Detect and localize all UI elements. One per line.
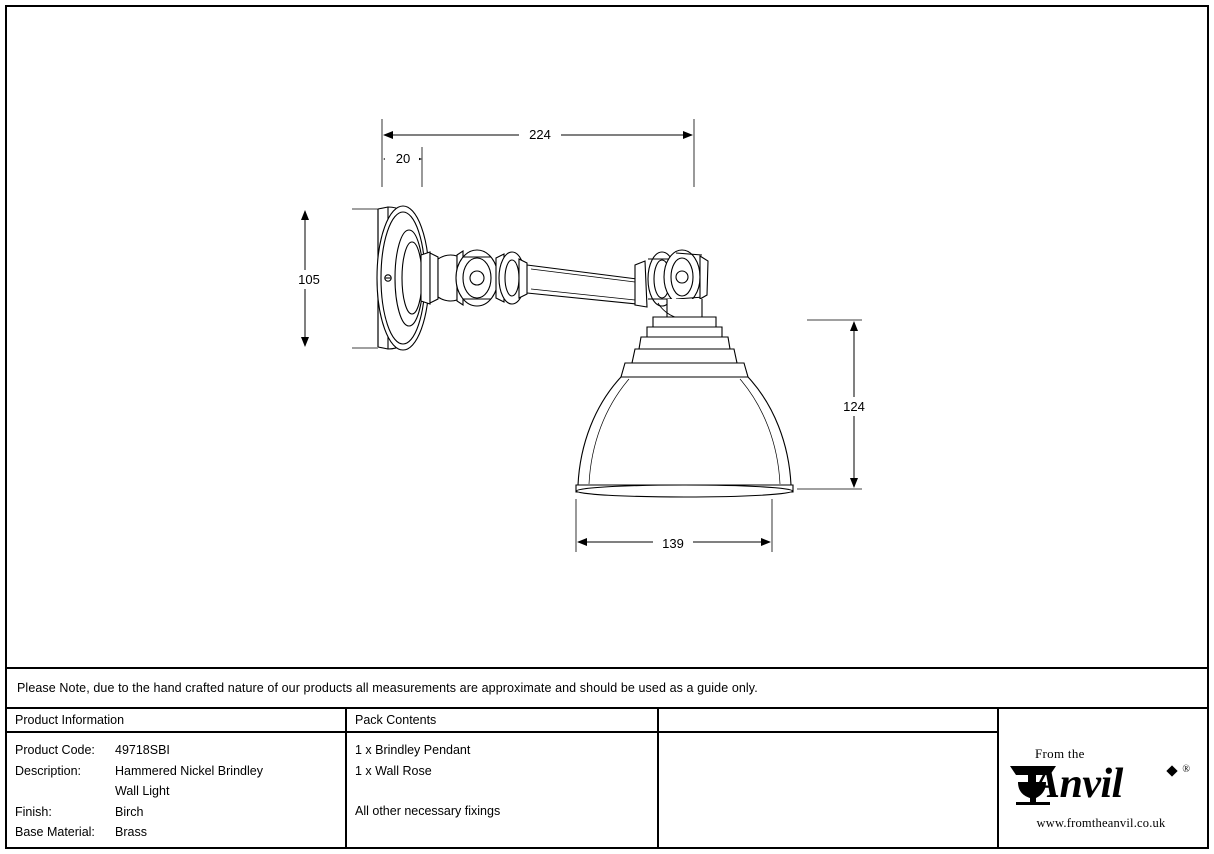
table-row	[15, 802, 337, 823]
table-row	[15, 781, 337, 802]
logo-wordmark: Anvil	[1032, 760, 1123, 807]
product-information-header: Product Information	[7, 709, 345, 733]
dimension-label-224: 224	[529, 127, 551, 142]
spacer	[355, 781, 649, 801]
product-code-value: 49718SBI	[115, 743, 170, 757]
description-value-line1: Hammered Nickel Brindley	[115, 763, 263, 778]
list-item: 1 x Wall Rose	[355, 763, 432, 778]
dimension-label-139: 139	[662, 536, 684, 551]
disclaimer-bar	[7, 667, 1207, 707]
base-material-value: Brass	[115, 825, 147, 839]
description-value-line2: Wall Light	[115, 784, 170, 798]
table-row	[15, 761, 337, 782]
brand-logo-column	[999, 709, 1203, 847]
product-information-body	[7, 733, 345, 843]
finish-value: Birch	[115, 804, 144, 819]
pack-contents-header: Pack Contents	[347, 709, 657, 733]
brand-logo	[999, 729, 1203, 847]
description-label-continued	[15, 781, 115, 802]
pack-contents-body	[347, 733, 657, 822]
registered-trademark-icon: ®	[1182, 763, 1190, 775]
product-drawing	[7, 7, 1207, 667]
dimension-label-20: 20	[395, 151, 411, 166]
list-item: 1 x Brindley Pendant	[355, 743, 471, 757]
table-row	[15, 740, 337, 761]
disclaimer-text: Please Note, due to the hand crafted nature of our products all measurements are approximate and should be used as a guide only.	[17, 681, 758, 695]
description-label: Description:	[15, 763, 81, 778]
blank-column-header	[659, 709, 997, 733]
info-table	[7, 707, 1207, 847]
table-row	[15, 822, 337, 843]
product-code-label: Product Code:	[15, 743, 95, 757]
logo-website-url: www.fromtheanvil.co.uk	[1036, 815, 1166, 830]
pack-contents-column	[347, 709, 659, 847]
base-material-label: Base Material:	[15, 825, 95, 839]
logo-mark-group	[1006, 758, 1196, 814]
blank-column-body	[659, 733, 997, 740]
blank-column	[659, 709, 999, 847]
finish-label: Finish:	[15, 804, 52, 819]
diamond-icon	[1166, 765, 1177, 776]
dimension-label-124: 124	[843, 399, 865, 414]
product-information-column	[7, 709, 347, 847]
dimension-label-105: 105	[298, 272, 320, 287]
logo-top-text: From the	[1035, 745, 1085, 761]
list-item: All other necessary fixings	[355, 804, 501, 818]
